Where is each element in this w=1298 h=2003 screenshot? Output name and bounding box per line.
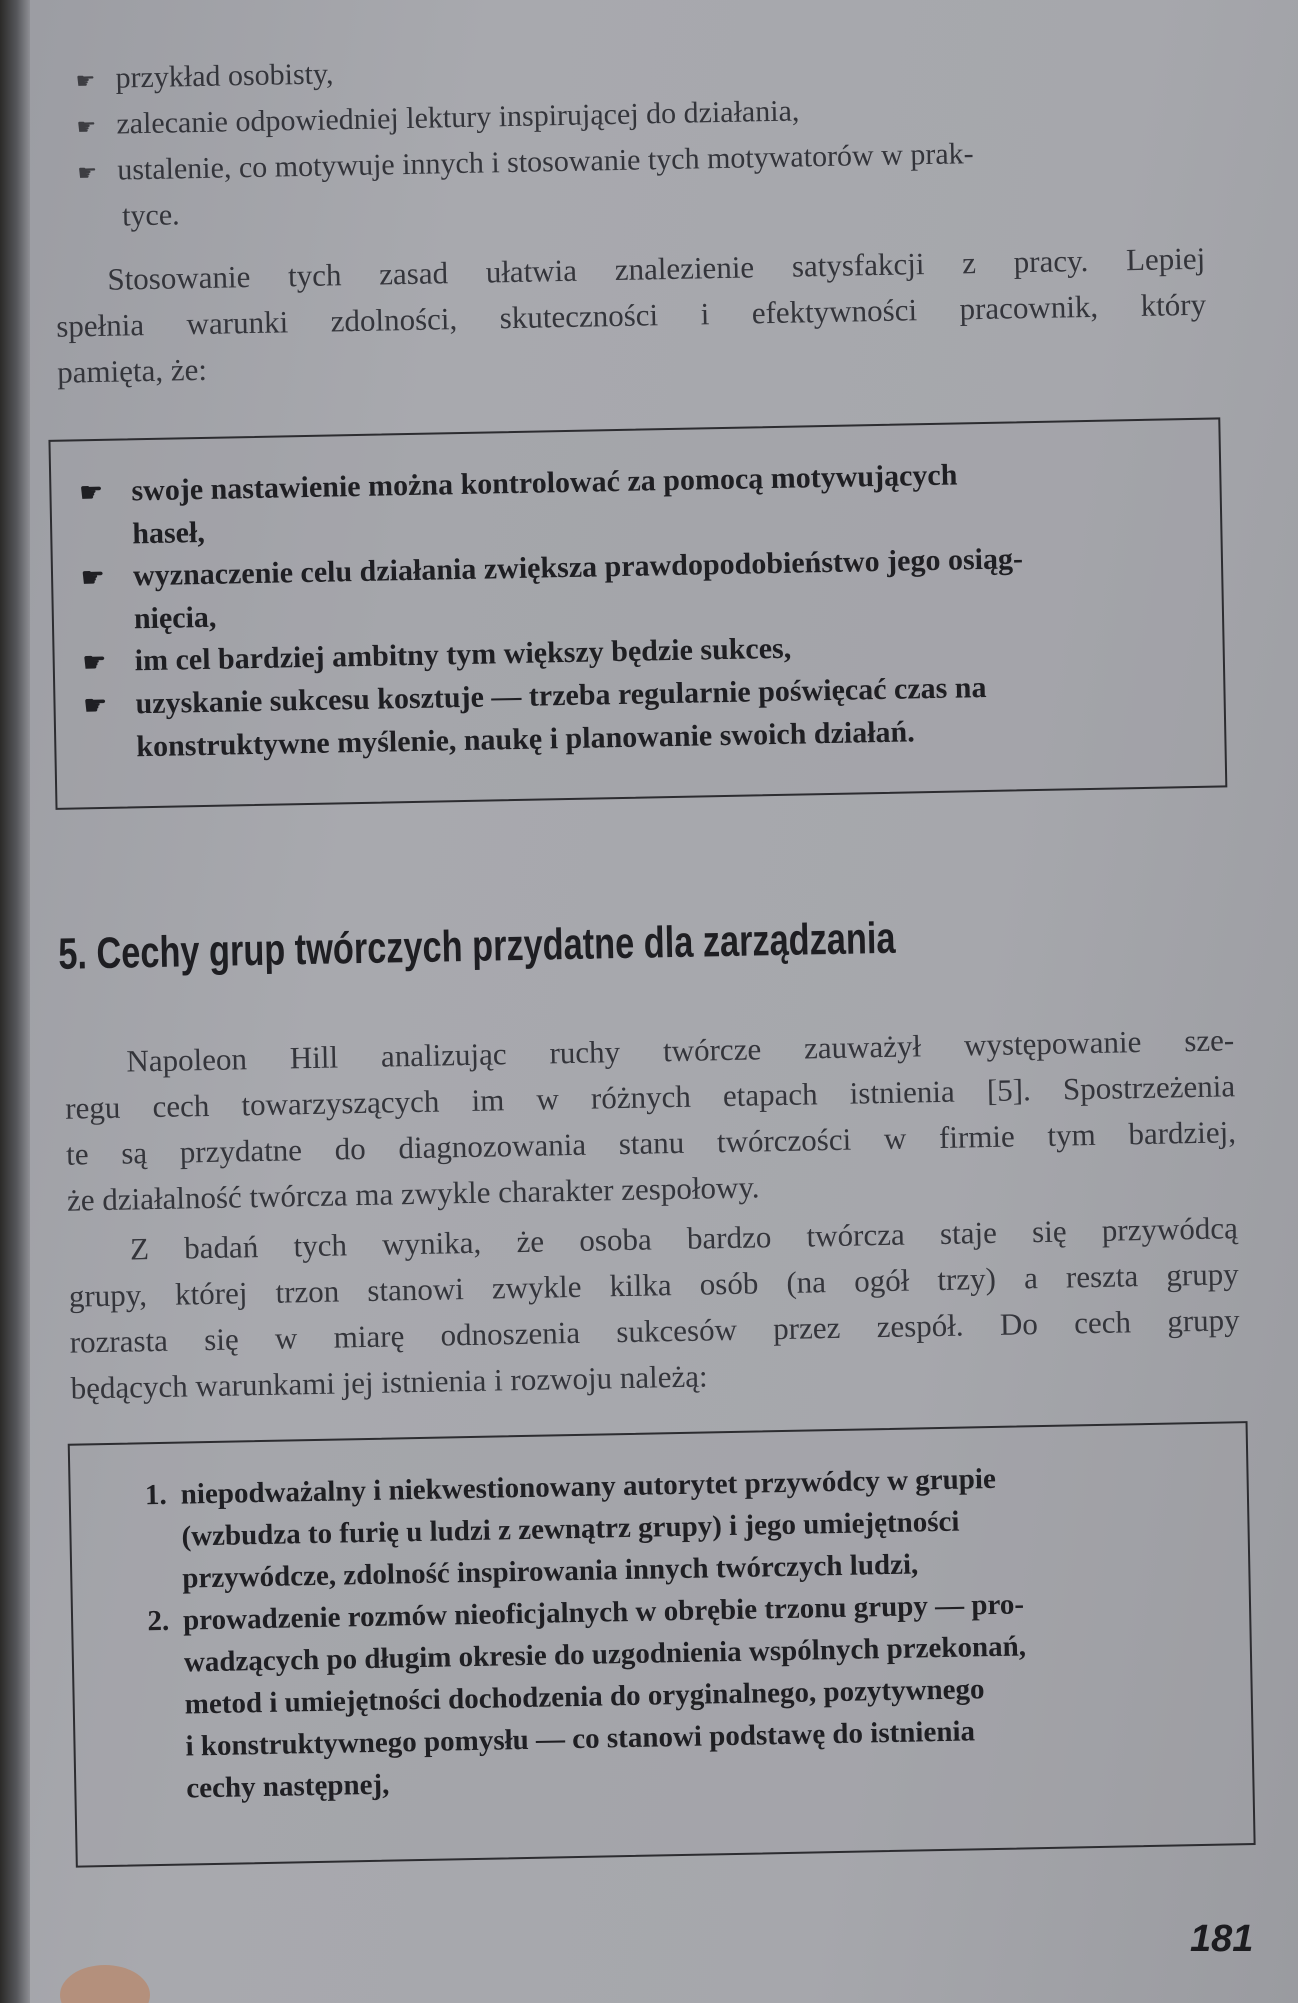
section-paragraph-1 <box>64 1017 1237 1223</box>
paragraph-line: regu cech towarzyszących im w różnych etapach istnienia [5]. Spostrzeżenia <box>64 1068 1236 1126</box>
item-continuation: przywódcze, zdolność inspirowania innych twórczych ludzi, <box>182 1548 919 1595</box>
section-paragraph-2 <box>68 1205 1241 1411</box>
item-continuation: cechy następnej, <box>186 1768 390 1805</box>
item-continuation: i konstruktywnego pomysłu — co stanowi podstawę do istnienia <box>185 1715 976 1763</box>
item-number: 2. <box>147 1604 170 1638</box>
paragraph-line: Napoleon Hill analizując ruchy twórcze zauważył występowanie sze- <box>126 1022 1235 1079</box>
item-text: niepodważalny i niekwestionowany autorytet przywódcy w grupie <box>180 1462 997 1511</box>
highlight-box-group-traits <box>68 1421 1256 1868</box>
paragraph-line: pamięta, że: <box>56 351 208 390</box>
pointing-hand-icon: ☛ <box>79 477 104 508</box>
section-heading: 5. Cechy grup twórczych przydatne dla zarządzania <box>57 913 896 979</box>
box-item-continuation: konstruktywne myślenie, naukę i planowanie swoich działań. <box>136 715 915 764</box>
paragraph-line: Z badań tych wynika, że osoba bardzo twórcza staje się przywódcą <box>129 1210 1239 1267</box>
box-item-text: im cel bardziej ambitny tym większy będzie sukces, <box>134 631 792 678</box>
paragraph-line: że działalność twórcza ma zwykle charakter zespołowy. <box>66 1169 760 1218</box>
paragraph-line: Stosowanie tych zasad ułatwia znalezienie satysfakcji z pracy. Lepiej <box>107 240 1206 297</box>
paragraph-line: grupy, której trzon stanowi zwykle kilka osób (na ogół trzy) a reszta grupy <box>68 1256 1240 1314</box>
box-item-continuation: nięcia, <box>133 600 217 636</box>
pointing-hand-icon: ☛ <box>83 690 108 721</box>
pointing-hand-icon: ☛ <box>80 562 105 593</box>
box-item-text: swoje nastawienie można kontrolować za pomocą motywujących <box>131 458 958 508</box>
pointing-hand-icon: ☛ <box>77 159 98 186</box>
intro-paragraph <box>55 236 1207 396</box>
pointing-hand-icon: ☛ <box>75 67 96 94</box>
paragraph-line: te są przydatne do diagnozowania stanu twórczości w firmie tym bardziej, <box>65 1114 1237 1172</box>
item-text: prowadzenie rozmów nieoficjalnych w obrębie trzonu grupy — pro- <box>182 1588 1025 1637</box>
item-number: 1. <box>144 1478 168 1512</box>
box-item-continuation: haseł, <box>131 515 206 551</box>
list-item-continuation: tyce. <box>121 198 180 233</box>
list-item-text: przykład osobisty, <box>115 57 334 95</box>
item-continuation: (wzbudza to furię u ludzi z zewnątrz grupy) i jego umiejętności <box>181 1505 960 1553</box>
item-continuation: wadzących po długim okresie do uzgodnienia wspólnych przekonań, <box>183 1630 1027 1679</box>
highlight-box-principles <box>48 417 1227 809</box>
list-item-text: ustalenie, co motywuje innych i stosowanie tych motywatorów w prak- <box>116 137 974 187</box>
page-content <box>40 0 1298 2003</box>
top-bullet-list <box>75 35 1228 239</box>
list-item-text: zalecanie odpowiedniej lektury inspirującej do działania, <box>116 94 800 141</box>
item-continuation: metod i umiejętności dochodzenia do oryginalnego, pozytywnego <box>184 1673 985 1721</box>
paragraph-line: rozrasta się w miarę odnoszenia sukcesów przez zespół. Do cech grupy <box>69 1302 1240 1360</box>
pointing-hand-icon: ☛ <box>82 647 107 678</box>
paragraph-line: będących warunkami jej istnienia i rozwoju należą: <box>70 1358 708 1406</box>
book-spine <box>0 0 30 2003</box>
box-item-text: wyznaczenie celu działania zwiększa prawdopodobieństwo jego osiąg- <box>132 542 1024 593</box>
box-item-text: uzyskanie sukcesu kosztuje — trzeba regularnie poświęcać czas na <box>135 670 987 721</box>
paragraph-line: spełnia warunki zdolności, skuteczności i efektywności pracownik, który <box>55 286 1207 344</box>
page-number: 181 <box>1190 1918 1254 1960</box>
pointing-hand-icon: ☛ <box>76 113 97 140</box>
